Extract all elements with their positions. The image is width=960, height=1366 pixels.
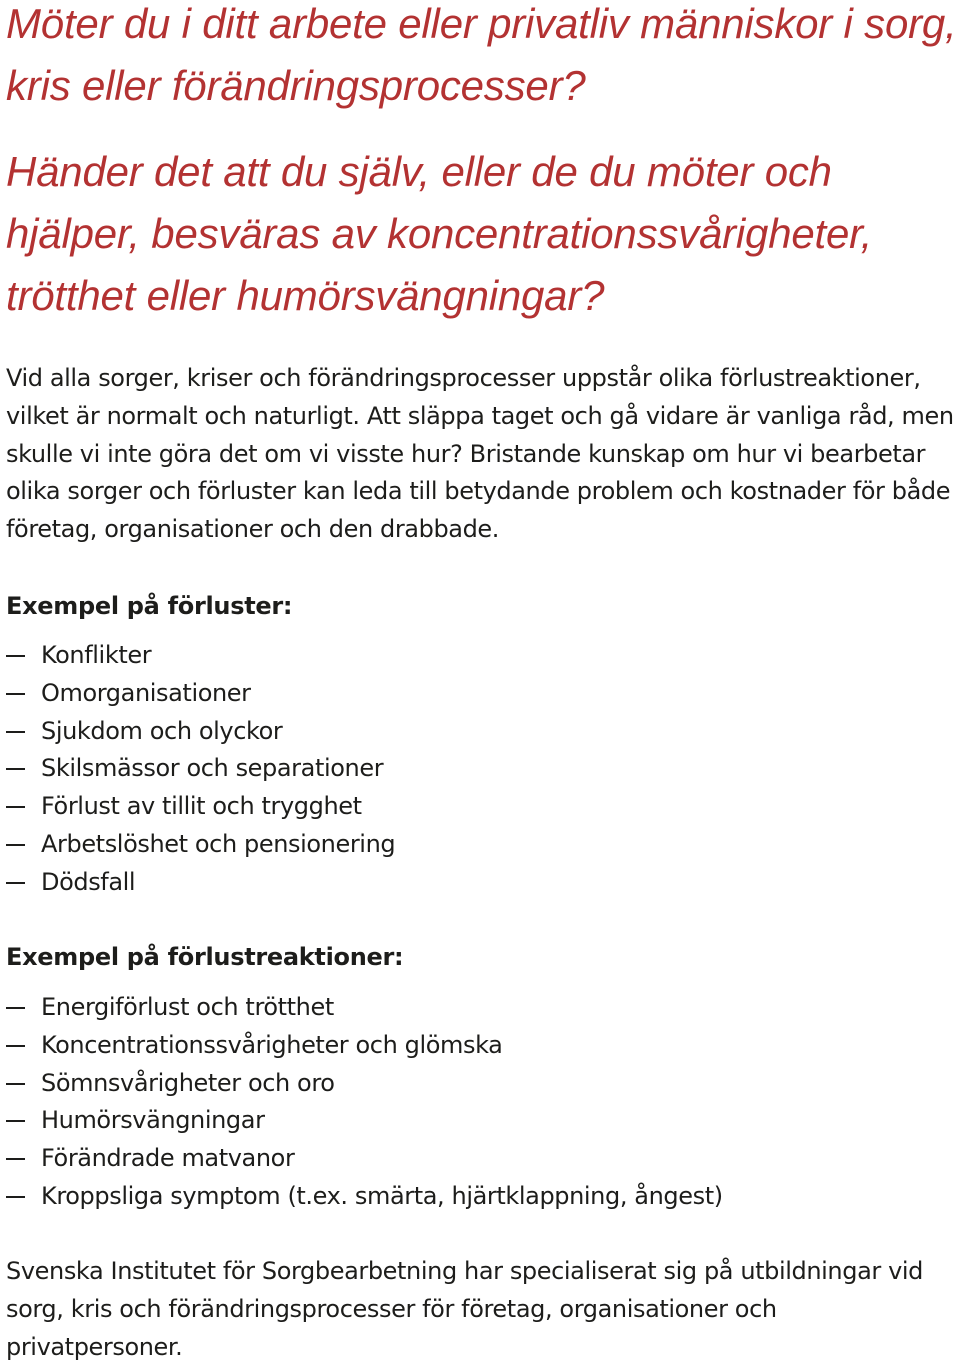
lead-question-2: Händer det att du själv, eller de du möter och hjälper, besväras av koncentrationssvårigheter, trötthet eller humörsvängningar? (6, 148, 873, 319)
list-item-label: Sjukdom och olyckor (41, 716, 283, 745)
list-item (6, 1065, 723, 1103)
list-item (6, 1027, 723, 1065)
intro-paragraph: Vid alla sorger, kriser och förändringsprocesser uppstår olika förlustreaktioner, vilket är normalt och naturligt. Att släppa taget och gå vidare är vanliga råd, men skulle vi inte göra det om vi visste hur? Bristande kunskap om hur vi bearbetar olika sorger och förluster kan leda till betydande problem och kostnader för både företag, organisationer och den drabbade. (6, 364, 954, 544)
list-item-label: Humörsvängningar (41, 1106, 265, 1135)
list-item-label: Omorganisationer (41, 678, 251, 707)
dash-bullet (6, 655, 25, 657)
dash-bullet (6, 1083, 25, 1085)
list-item (6, 989, 723, 1027)
dash-bullet (6, 731, 25, 733)
list-item (6, 1178, 723, 1216)
list-item (6, 675, 395, 713)
list-item (6, 864, 395, 902)
list-item-label: Arbetslöshet och pensionering (41, 829, 396, 858)
list-item-label: Energiförlust och trötthet (41, 993, 334, 1021)
list-item-label: Skilsmässor och separationer (41, 754, 384, 783)
list-item-label: Koncentrationssvårigheter och glömska (41, 1030, 503, 1059)
losses-heading: Exempel på förluster: (6, 592, 293, 620)
losses-list (6, 637, 395, 902)
footer-paragraph: Svenska Institutet för Sorgbearbetning har specialiserat sig på utbildningar vid sorg, kris och förändringsprocesser för företag, organisationer och privatpersoner. (6, 1257, 923, 1361)
list-item-label: Konflikter (41, 641, 152, 669)
dash-bullet (6, 768, 25, 770)
dash-bullet (6, 1120, 25, 1122)
reactions-list (6, 989, 723, 1216)
lead-question-1: Möter du i ditt arbete eller privatliv människor i sorg, kris eller förändringsprocesser? (6, 0, 957, 109)
list-item (6, 1102, 723, 1140)
dash-bullet (6, 882, 25, 884)
list-item-label: Förändrade matvanor (41, 1144, 295, 1173)
dash-bullet (6, 844, 25, 846)
list-item (6, 637, 395, 675)
list-item (6, 713, 395, 751)
dash-bullet (6, 693, 25, 695)
list-item (6, 788, 395, 826)
dash-bullet (6, 1158, 25, 1160)
dash-bullet (6, 1196, 25, 1198)
dash-bullet (6, 1007, 25, 1009)
list-item-label: Sömnsvårigheter och oro (41, 1068, 335, 1097)
dash-bullet (6, 806, 25, 808)
list-item-label: Förlust av tillit och trygghet (41, 792, 362, 821)
list-item-label: Kroppsliga symptom (t.ex. smärta, hjärtklappning, ångest) (41, 1181, 723, 1210)
reactions-heading: Exempel på förlustreaktioner: (6, 943, 404, 971)
list-item (6, 750, 395, 788)
list-item-label: Dödsfall (41, 867, 136, 896)
dash-bullet (6, 1045, 25, 1047)
list-item (6, 826, 395, 864)
list-item (6, 1140, 723, 1178)
